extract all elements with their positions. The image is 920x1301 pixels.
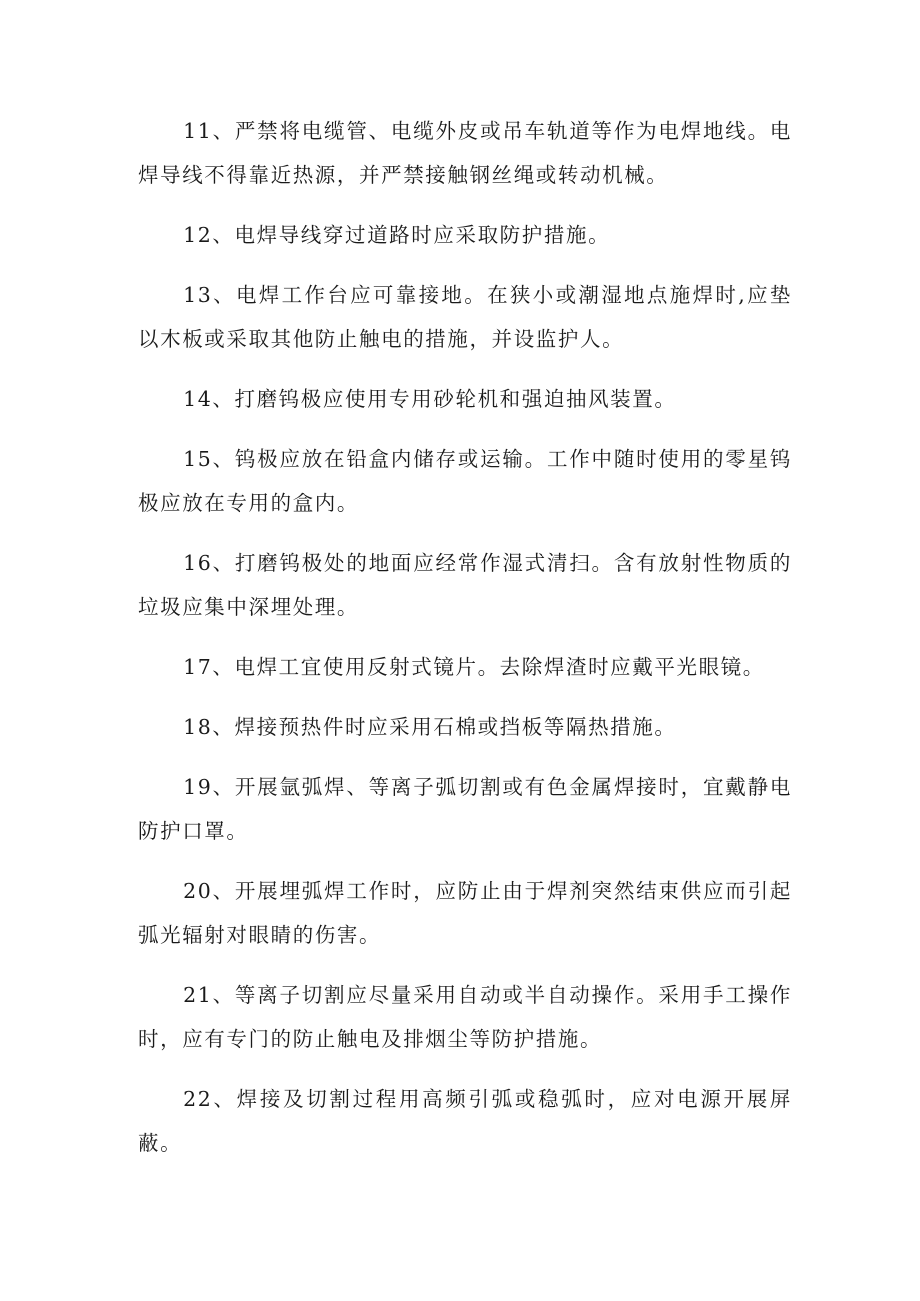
paragraph-item-18: 18、焊接预热件时应采用石棉或挡板等隔热措施。 [183,715,677,739]
paragraph-item-19: 19、开展氩弧焊、等离子弧切割或有色金属焊接时，宜戴静电防护口罩。 [138,775,792,843]
document-body [138,109,792,1181]
paragraph-item-13: 13、电焊工作台应可靠接地。在狭小或潮湿地点施焊时,应垫以木板或采取其他防止触电的措施，并设监护人。 [138,283,792,351]
paragraph-item-17: 17、电焊工宜使用反射式镜片。去除焊渣时应戴平光眼镜。 [183,655,765,679]
paragraph-item-22: 22、焊接及切割过程用高频引弧或稳弧时，应对电源开展屏蔽。 [138,1087,792,1155]
paragraph-item-16: 16、打磨钨极处的地面应经常作湿式清扫。含有放射性物质的垃圾应集中深埋处理。 [138,551,792,619]
paragraph-item-21: 21、等离子切割应尽量采用自动或半自动操作。采用手工操作时，应有专门的防止触电及排烟尘等防护措施。 [138,983,792,1051]
paragraph-item-12: 12、电焊导线穿过道路时应采取防护措施。 [183,223,611,247]
paragraph-item-15: 15、钨极应放在铅盒内储存或运输。工作中随时使用的零星钨极应放在专用的盒内。 [138,447,792,515]
paragraph-item-20: 20、开展埋弧焊工作时，应防止由于焊剂突然结束供应而引起弧光辐射对眼睛的伤害。 [138,879,792,947]
paragraph-item-11: 11、严禁将电缆管、电缆外皮或吊车轨道等作为电焊地线。电焊导线不得靠近热源，并严禁接触钢丝绳或转动机械。 [138,119,792,187]
paragraph-item-14: 14、打磨钨极应使用专用砂轮机和强迫抽风装置。 [183,387,677,411]
